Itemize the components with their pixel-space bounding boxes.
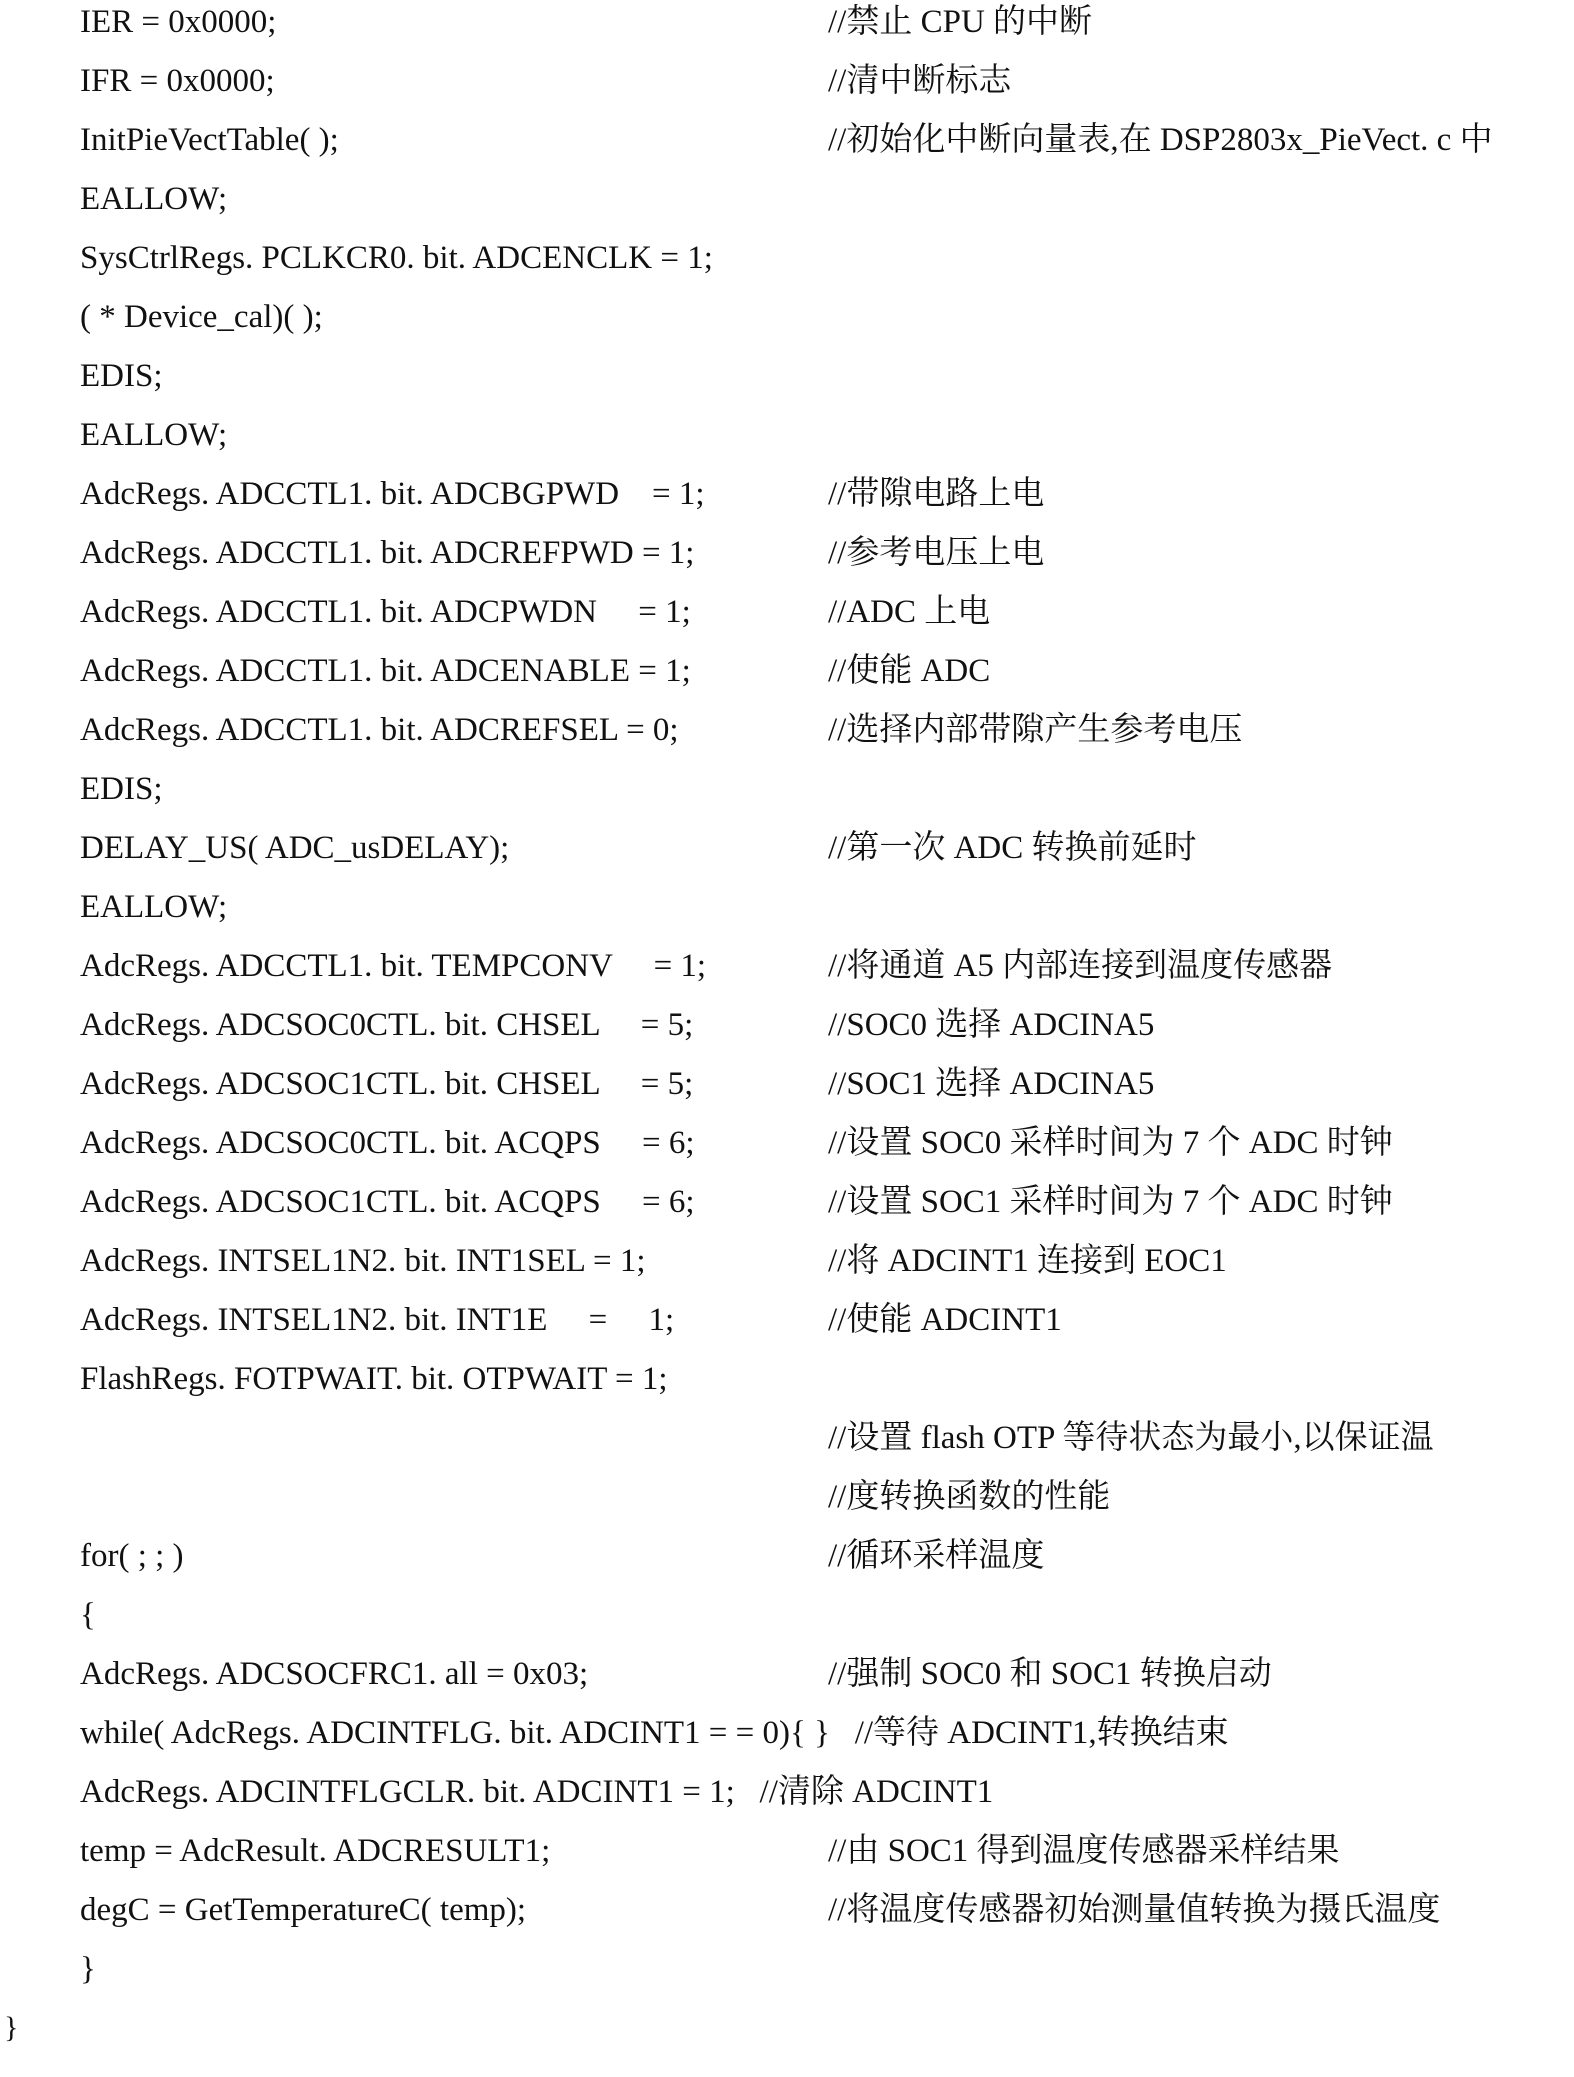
code-text: EALLOW;: [80, 181, 228, 217]
code-text: }: [80, 1951, 96, 1987]
code-text: EALLOW;: [80, 417, 228, 453]
code-comment: //SOC1 选择 ADCINA5: [828, 1066, 1155, 1102]
code-line: [0, 1241, 1574, 1300]
code-text: EDIS;: [80, 771, 163, 807]
code-line: [0, 474, 1574, 533]
code-comment: //使能 ADC: [828, 653, 991, 689]
code-line: [0, 2, 1574, 61]
code-comment: //设置 flash OTP 等待状态为最小,以保证温: [828, 1420, 1434, 1456]
code-text: AdcRegs. ADCSOCFRC1. all = 0x03;: [80, 1656, 589, 1692]
code-comment: //参考电压上电: [828, 535, 1045, 571]
code-line: [0, 1654, 1574, 1713]
code-line: [0, 415, 1574, 474]
code-text: AdcRegs. INTSEL1N2. bit. INT1E = 1;: [80, 1302, 675, 1338]
code-comment: //初始化中断向量表,在 DSP2803x_PieVect. c 中: [828, 122, 1493, 158]
code-line: [0, 651, 1574, 710]
code-text: AdcRegs. ADCCTL1. bit. TEMPCONV = 1;: [80, 948, 707, 984]
code-text: for( ; ; ): [80, 1538, 184, 1574]
code-line: [0, 828, 1574, 887]
code-text: AdcRegs. ADCCTL1. bit. ADCREFPWD = 1;: [80, 535, 695, 571]
code-text: SysCtrlRegs. PCLKCR0. bit. ADCENCLK = 1;: [80, 240, 713, 276]
code-line: [0, 1418, 1574, 1477]
code-comment: //SOC0 选择 ADCINA5: [828, 1007, 1155, 1043]
code-line: [0, 1890, 1574, 1949]
code-line: [0, 946, 1574, 1005]
code-line: [0, 1064, 1574, 1123]
code-comment: //强制 SOC0 和 SOC1 转换启动: [828, 1656, 1272, 1692]
code-comment: //清中断标志: [828, 63, 1012, 99]
code-text: AdcRegs. ADCSOC0CTL. bit. ACQPS = 6;: [80, 1125, 695, 1161]
code-line: [0, 297, 1574, 356]
code-text: FlashRegs. FOTPWAIT. bit. OTPWAIT = 1;: [80, 1361, 668, 1397]
code-text: IFR = 0x0000;: [80, 63, 275, 99]
code-line: [0, 1772, 1574, 1831]
closing-brace: }: [4, 2011, 19, 2044]
code-text: DELAY_US( ADC_usDELAY);: [80, 830, 510, 866]
code-text: AdcRegs. ADCINTFLGCLR. bit. ADCINT1 = 1; //清除 ADCINT1: [80, 1774, 994, 1810]
closing-brace-line: [0, 2008, 1574, 2067]
code-line: [0, 1123, 1574, 1182]
code-comment: //度转换函数的性能: [828, 1479, 1111, 1515]
code-line: [0, 1949, 1574, 2008]
code-line: [0, 710, 1574, 769]
code-comment: //带隙电路上电: [828, 476, 1045, 512]
code-comment: //选择内部带隙产生参考电压: [828, 712, 1243, 748]
code-line: [0, 592, 1574, 651]
code-line: [0, 1595, 1574, 1654]
code-line: [0, 238, 1574, 297]
code-text: IER = 0x0000;: [80, 4, 277, 40]
code-line: [0, 1359, 1574, 1418]
code-line: [0, 887, 1574, 946]
code-text: ( * Device_cal)( );: [80, 299, 323, 335]
code-comment: //设置 SOC1 采样时间为 7 个 ADC 时钟: [828, 1184, 1393, 1220]
code-text: AdcRegs. ADCSOC1CTL. bit. CHSEL = 5;: [80, 1066, 694, 1102]
code-line: [0, 1713, 1574, 1772]
code-line: [0, 1005, 1574, 1064]
code-line: [0, 1477, 1574, 1536]
code-line: [0, 356, 1574, 415]
code-line: [0, 533, 1574, 592]
code-comment: //循环采样温度: [828, 1538, 1045, 1574]
code-text: AdcRegs. ADCCTL1. bit. ADCBGPWD = 1;: [80, 476, 705, 512]
code-line: [0, 120, 1574, 179]
code-line: [0, 1831, 1574, 1890]
code-comment: //使能 ADCINT1: [828, 1302, 1062, 1338]
code-text: AdcRegs. ADCSOC1CTL. bit. ACQPS = 6;: [80, 1184, 695, 1220]
code-text: AdcRegs. ADCCTL1. bit. ADCPWDN = 1;: [80, 594, 691, 630]
code-text: {: [80, 1597, 96, 1633]
code-text: while( AdcRegs. ADCINTFLG. bit. ADCINT1 = = 0){ } //等待 ADCINT1,转换结束: [80, 1715, 1229, 1751]
code-comment: //第一次 ADC 转换前延时: [828, 830, 1197, 866]
code-line: [0, 1536, 1574, 1595]
code-comment: //由 SOC1 得到温度传感器采样结果: [828, 1833, 1340, 1869]
code-line: [0, 1300, 1574, 1359]
code-text: EALLOW;: [80, 889, 228, 925]
code-line: [0, 179, 1574, 238]
code-line: [0, 769, 1574, 828]
code-comment: //禁止 CPU 的中断: [828, 4, 1093, 40]
code-text: AdcRegs. INTSEL1N2. bit. INT1SEL = 1;: [80, 1243, 646, 1279]
code-text: AdcRegs. ADCSOC0CTL. bit. CHSEL = 5;: [80, 1007, 694, 1043]
code-comment: //将通道 A5 内部连接到温度传感器: [828, 948, 1333, 984]
code-text: temp = AdcResult. ADCRESULT1;: [80, 1833, 551, 1869]
code-text: AdcRegs. ADCCTL1. bit. ADCENABLE = 1;: [80, 653, 691, 689]
code-line: [0, 61, 1574, 120]
code-comment: //将 ADCINT1 连接到 EOC1: [828, 1243, 1227, 1279]
code-line: [0, 1182, 1574, 1241]
code-text: AdcRegs. ADCCTL1. bit. ADCREFSEL = 0;: [80, 712, 679, 748]
code-comment: //设置 SOC0 采样时间为 7 个 ADC 时钟: [828, 1125, 1393, 1161]
code-text: degC = GetTemperatureC( temp);: [80, 1892, 527, 1928]
code-comment: //ADC 上电: [828, 594, 991, 630]
code-text: InitPieVectTable( );: [80, 122, 339, 158]
code-comment: //将温度传感器初始测量值转换为摄氏温度: [828, 1892, 1441, 1928]
code-text: EDIS;: [80, 358, 163, 394]
